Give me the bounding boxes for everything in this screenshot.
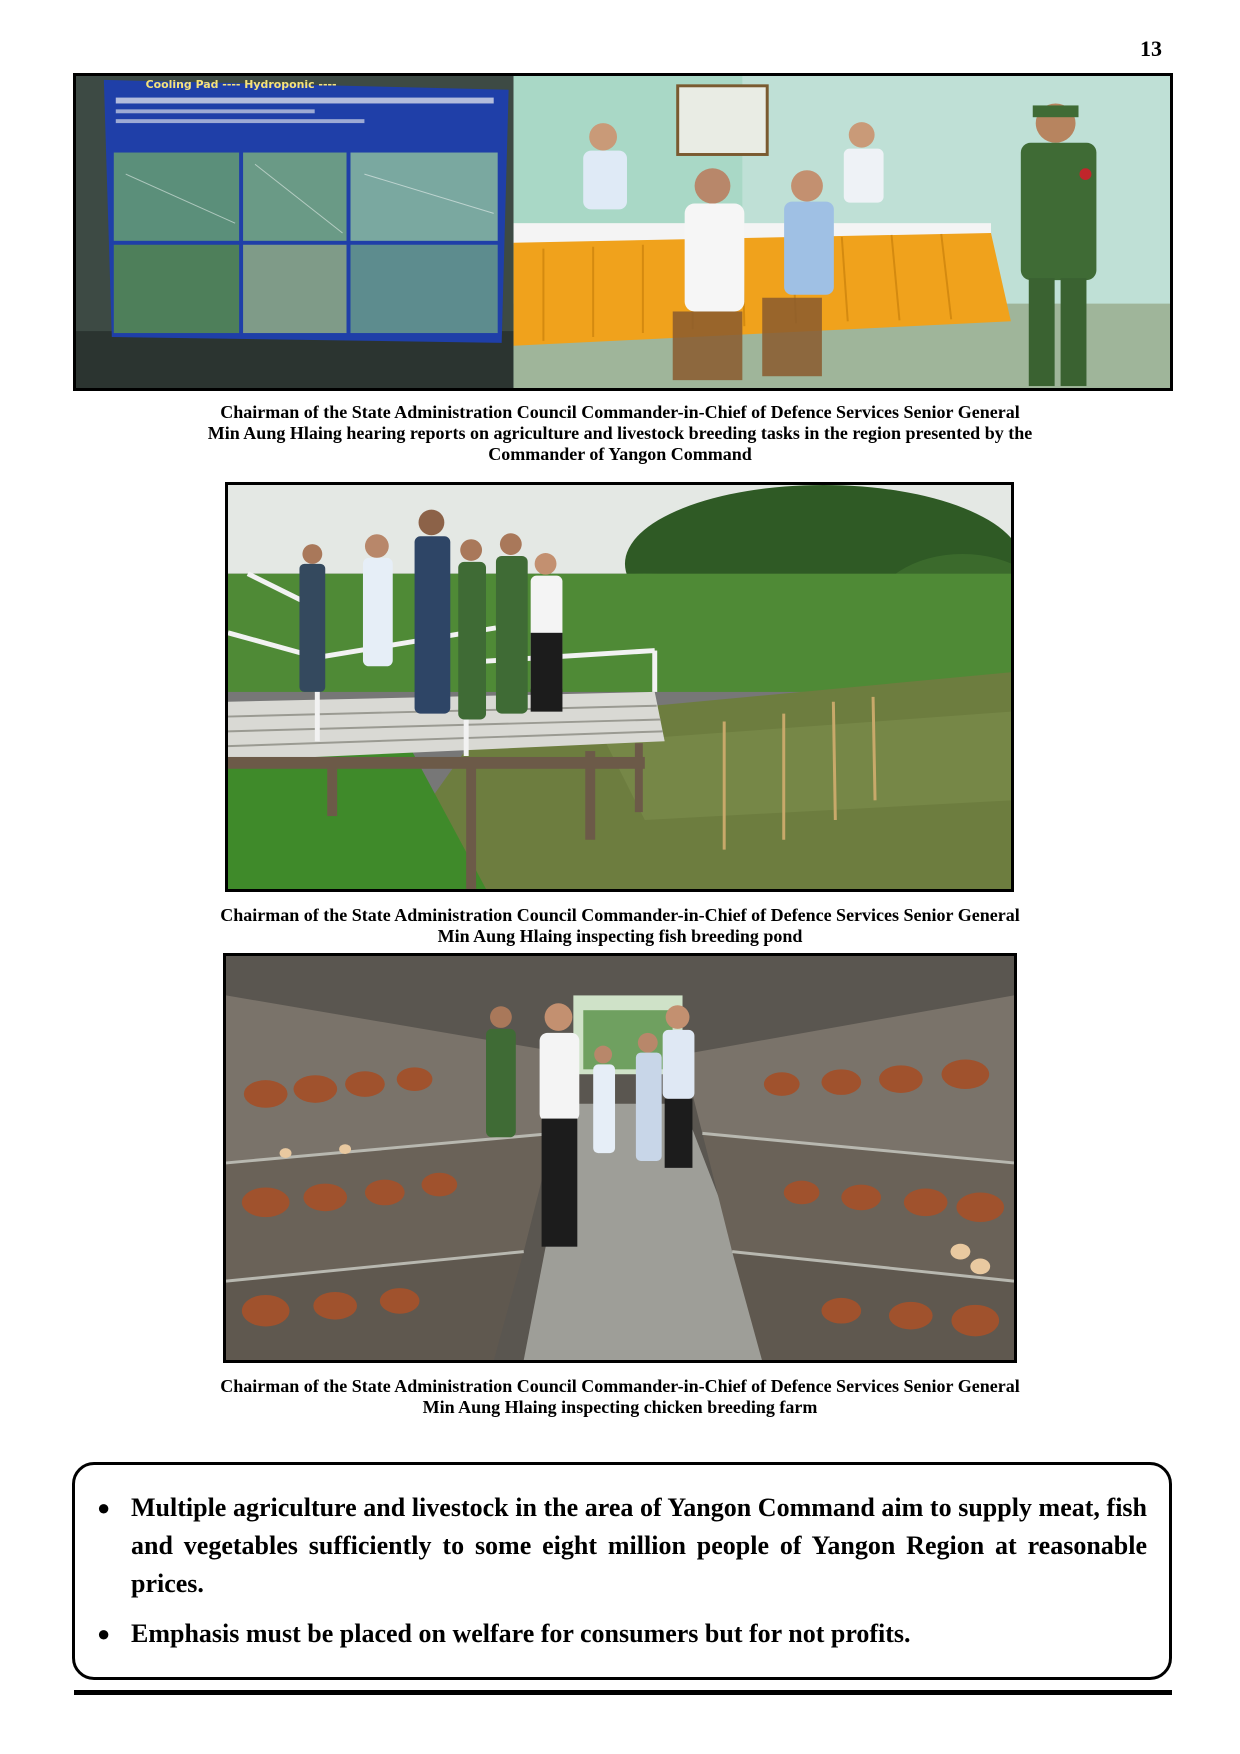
chicken-farm-image xyxy=(226,956,1014,1360)
summary-box xyxy=(72,1462,1172,1680)
bullet-icon: ● xyxy=(97,1621,111,1646)
uniformed-officer xyxy=(1021,143,1097,280)
bottom-rule xyxy=(74,1690,1172,1695)
fish-pond-image xyxy=(228,485,1011,889)
photo-briefing xyxy=(73,73,1173,391)
caption-line: Commander of Yangon Command xyxy=(488,444,752,464)
photo-fish-pond xyxy=(225,482,1014,892)
page-number: 13 xyxy=(1140,36,1162,61)
caption-fish-pond xyxy=(100,905,1140,947)
caption-chicken-farm xyxy=(100,1376,1140,1418)
caption-line: Chairman of the State Administration Council Commander-in-Chief of Defence Services Senior General xyxy=(220,1376,1020,1396)
caption-line: Min Aung Hlaing inspecting fish breeding pond xyxy=(437,926,803,946)
wall-chart xyxy=(678,86,768,155)
bullet-icon: ● xyxy=(97,1495,111,1520)
summary-bullet xyxy=(93,1489,1147,1603)
caption-line: Chairman of the State Administration Council Commander-in-Chief of Defence Services Senior General xyxy=(220,905,1020,925)
caption-line: Min Aung Hlaing hearing reports on agriculture and livestock breeding tasks in the region presented by the xyxy=(207,423,1033,443)
senior-general-figure xyxy=(540,1033,580,1122)
slide-heading: Cooling Pad ---- Hydroponic ---- xyxy=(145,77,337,91)
summary-bullet-text: Multiple agriculture and livestock in the area of Yangon Command aim to supply meat, fish and vegetables sufficiently to some eight million people of Yangon Region at reasonable prices. xyxy=(131,1493,1147,1598)
photo-chicken-farm xyxy=(223,953,1017,1363)
caption-briefing xyxy=(100,402,1140,465)
caption-line: Min Aung Hlaing inspecting chicken breeding farm xyxy=(422,1397,818,1417)
uniformed-officer xyxy=(486,1029,516,1137)
uniformed-officer xyxy=(496,556,528,714)
summary-list xyxy=(93,1489,1147,1653)
caption-line: Chairman of the State Administration Council Commander-in-Chief of Defence Services Senior General xyxy=(220,402,1020,422)
summary-bullet xyxy=(93,1615,1147,1653)
briefing-room-image xyxy=(76,76,1170,388)
summary-bullet-text: Emphasis must be placed on welfare for consumers but for not profits. xyxy=(131,1619,911,1648)
